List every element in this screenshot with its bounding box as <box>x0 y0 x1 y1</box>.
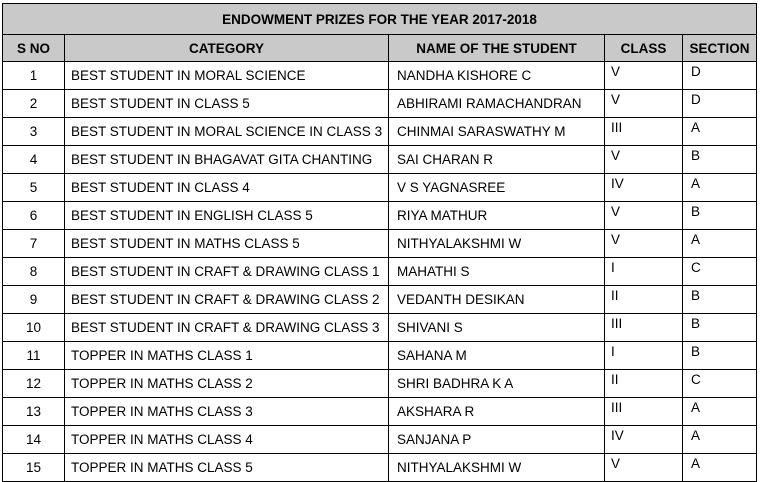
table-body <box>3 62 757 482</box>
row-section: A <box>683 426 757 454</box>
row-class: V <box>605 230 683 258</box>
row-student-name: MAHATHI S <box>389 258 605 286</box>
row-student-name: NANDHA KISHORE C <box>389 62 605 90</box>
row-category: BEST STUDENT IN MATHS CLASS 5 <box>65 230 389 258</box>
row-sno: 4 <box>3 146 65 174</box>
prize-table-container <box>2 3 756 482</box>
row-section: C <box>683 258 757 286</box>
row-sno: 9 <box>3 286 65 314</box>
row-sno: 13 <box>3 398 65 426</box>
row-class: III <box>605 118 683 146</box>
row-class: V <box>605 90 683 118</box>
row-category: TOPPER IN MATHS CLASS 1 <box>65 342 389 370</box>
table-row <box>3 230 757 258</box>
table-title: ENDOWMENT PRIZES FOR THE YEAR 2017-2018 <box>3 4 757 35</box>
table-row <box>3 174 757 202</box>
table-row <box>3 398 757 426</box>
row-class: III <box>605 398 683 426</box>
row-student-name: VEDANTH DESIKAN <box>389 286 605 314</box>
row-section: C <box>683 370 757 398</box>
row-category: BEST STUDENT IN MORAL SCIENCE IN CLASS 3 <box>65 118 389 146</box>
table-row <box>3 146 757 174</box>
table-row <box>3 342 757 370</box>
row-category: TOPPER IN MATHS CLASS 2 <box>65 370 389 398</box>
row-class: V <box>605 146 683 174</box>
row-section: A <box>683 174 757 202</box>
row-sno: 3 <box>3 118 65 146</box>
row-sno: 6 <box>3 202 65 230</box>
row-category: TOPPER IN MATHS CLASS 5 <box>65 454 389 482</box>
row-sno: 10 <box>3 314 65 342</box>
row-class: IV <box>605 426 683 454</box>
row-sno: 7 <box>3 230 65 258</box>
row-section: A <box>683 398 757 426</box>
table-row <box>3 62 757 90</box>
row-category: BEST STUDENT IN CRAFT & DRAWING CLASS 1 <box>65 258 389 286</box>
header-sno: S NO <box>3 35 65 62</box>
row-section: A <box>683 118 757 146</box>
title-row <box>3 4 757 35</box>
row-category: BEST STUDENT IN CRAFT & DRAWING CLASS 3 <box>65 314 389 342</box>
row-student-name: ABHIRAMI RAMACHANDRAN <box>389 90 605 118</box>
row-student-name: SHRI BADHRA K A <box>389 370 605 398</box>
header-row <box>3 35 757 62</box>
row-class: I <box>605 342 683 370</box>
row-class: V <box>605 62 683 90</box>
row-student-name: SAI CHARAN R <box>389 146 605 174</box>
row-section: B <box>683 342 757 370</box>
row-sno: 5 <box>3 174 65 202</box>
table-row <box>3 314 757 342</box>
row-student-name: SHIVANI S <box>389 314 605 342</box>
header-class: CLASS <box>605 35 683 62</box>
table-row <box>3 286 757 314</box>
row-section: D <box>683 62 757 90</box>
row-class: I <box>605 258 683 286</box>
row-section: B <box>683 314 757 342</box>
row-student-name: SANJANA P <box>389 426 605 454</box>
row-sno: 1 <box>3 62 65 90</box>
row-category: BEST STUDENT IN CLASS 4 <box>65 174 389 202</box>
table-row <box>3 258 757 286</box>
row-category: BEST STUDENT IN CRAFT & DRAWING CLASS 2 <box>65 286 389 314</box>
row-student-name: NITHYALAKSHMI W <box>389 230 605 258</box>
row-section: A <box>683 230 757 258</box>
row-category: TOPPER IN MATHS CLASS 4 <box>65 426 389 454</box>
row-category: BEST STUDENT IN ENGLISH CLASS 5 <box>65 202 389 230</box>
row-sno: 12 <box>3 370 65 398</box>
table-row <box>3 454 757 482</box>
row-student-name: CHINMAI SARASWATHY M <box>389 118 605 146</box>
row-section: B <box>683 146 757 174</box>
table-row <box>3 370 757 398</box>
row-class: V <box>605 454 683 482</box>
row-class: II <box>605 286 683 314</box>
row-sno: 14 <box>3 426 65 454</box>
endowment-prizes-table <box>2 3 757 482</box>
row-category: BEST STUDENT IN CLASS 5 <box>65 90 389 118</box>
row-student-name: RIYA MATHUR <box>389 202 605 230</box>
row-student-name: AKSHARA R <box>389 398 605 426</box>
row-class: III <box>605 314 683 342</box>
row-sno: 15 <box>3 454 65 482</box>
row-class: V <box>605 202 683 230</box>
row-sno: 8 <box>3 258 65 286</box>
table-row <box>3 118 757 146</box>
row-section: B <box>683 202 757 230</box>
row-sno: 2 <box>3 90 65 118</box>
row-class: II <box>605 370 683 398</box>
row-category: BEST STUDENT IN BHAGAVAT GITA CHANTING <box>65 146 389 174</box>
row-section: B <box>683 286 757 314</box>
row-student-name: SAHANA M <box>389 342 605 370</box>
header-student-name: NAME OF THE STUDENT <box>389 35 605 62</box>
row-class: IV <box>605 174 683 202</box>
table-row <box>3 426 757 454</box>
row-student-name: V S YAGNASREE <box>389 174 605 202</box>
table-row <box>3 90 757 118</box>
header-category: CATEGORY <box>65 35 389 62</box>
row-section: A <box>683 454 757 482</box>
row-sno: 11 <box>3 342 65 370</box>
row-category: TOPPER IN MATHS CLASS 3 <box>65 398 389 426</box>
header-section: SECTION <box>683 35 757 62</box>
row-student-name: NITHYALAKSHMI W <box>389 454 605 482</box>
row-category: BEST STUDENT IN MORAL SCIENCE <box>65 62 389 90</box>
row-section: D <box>683 90 757 118</box>
table-row <box>3 202 757 230</box>
